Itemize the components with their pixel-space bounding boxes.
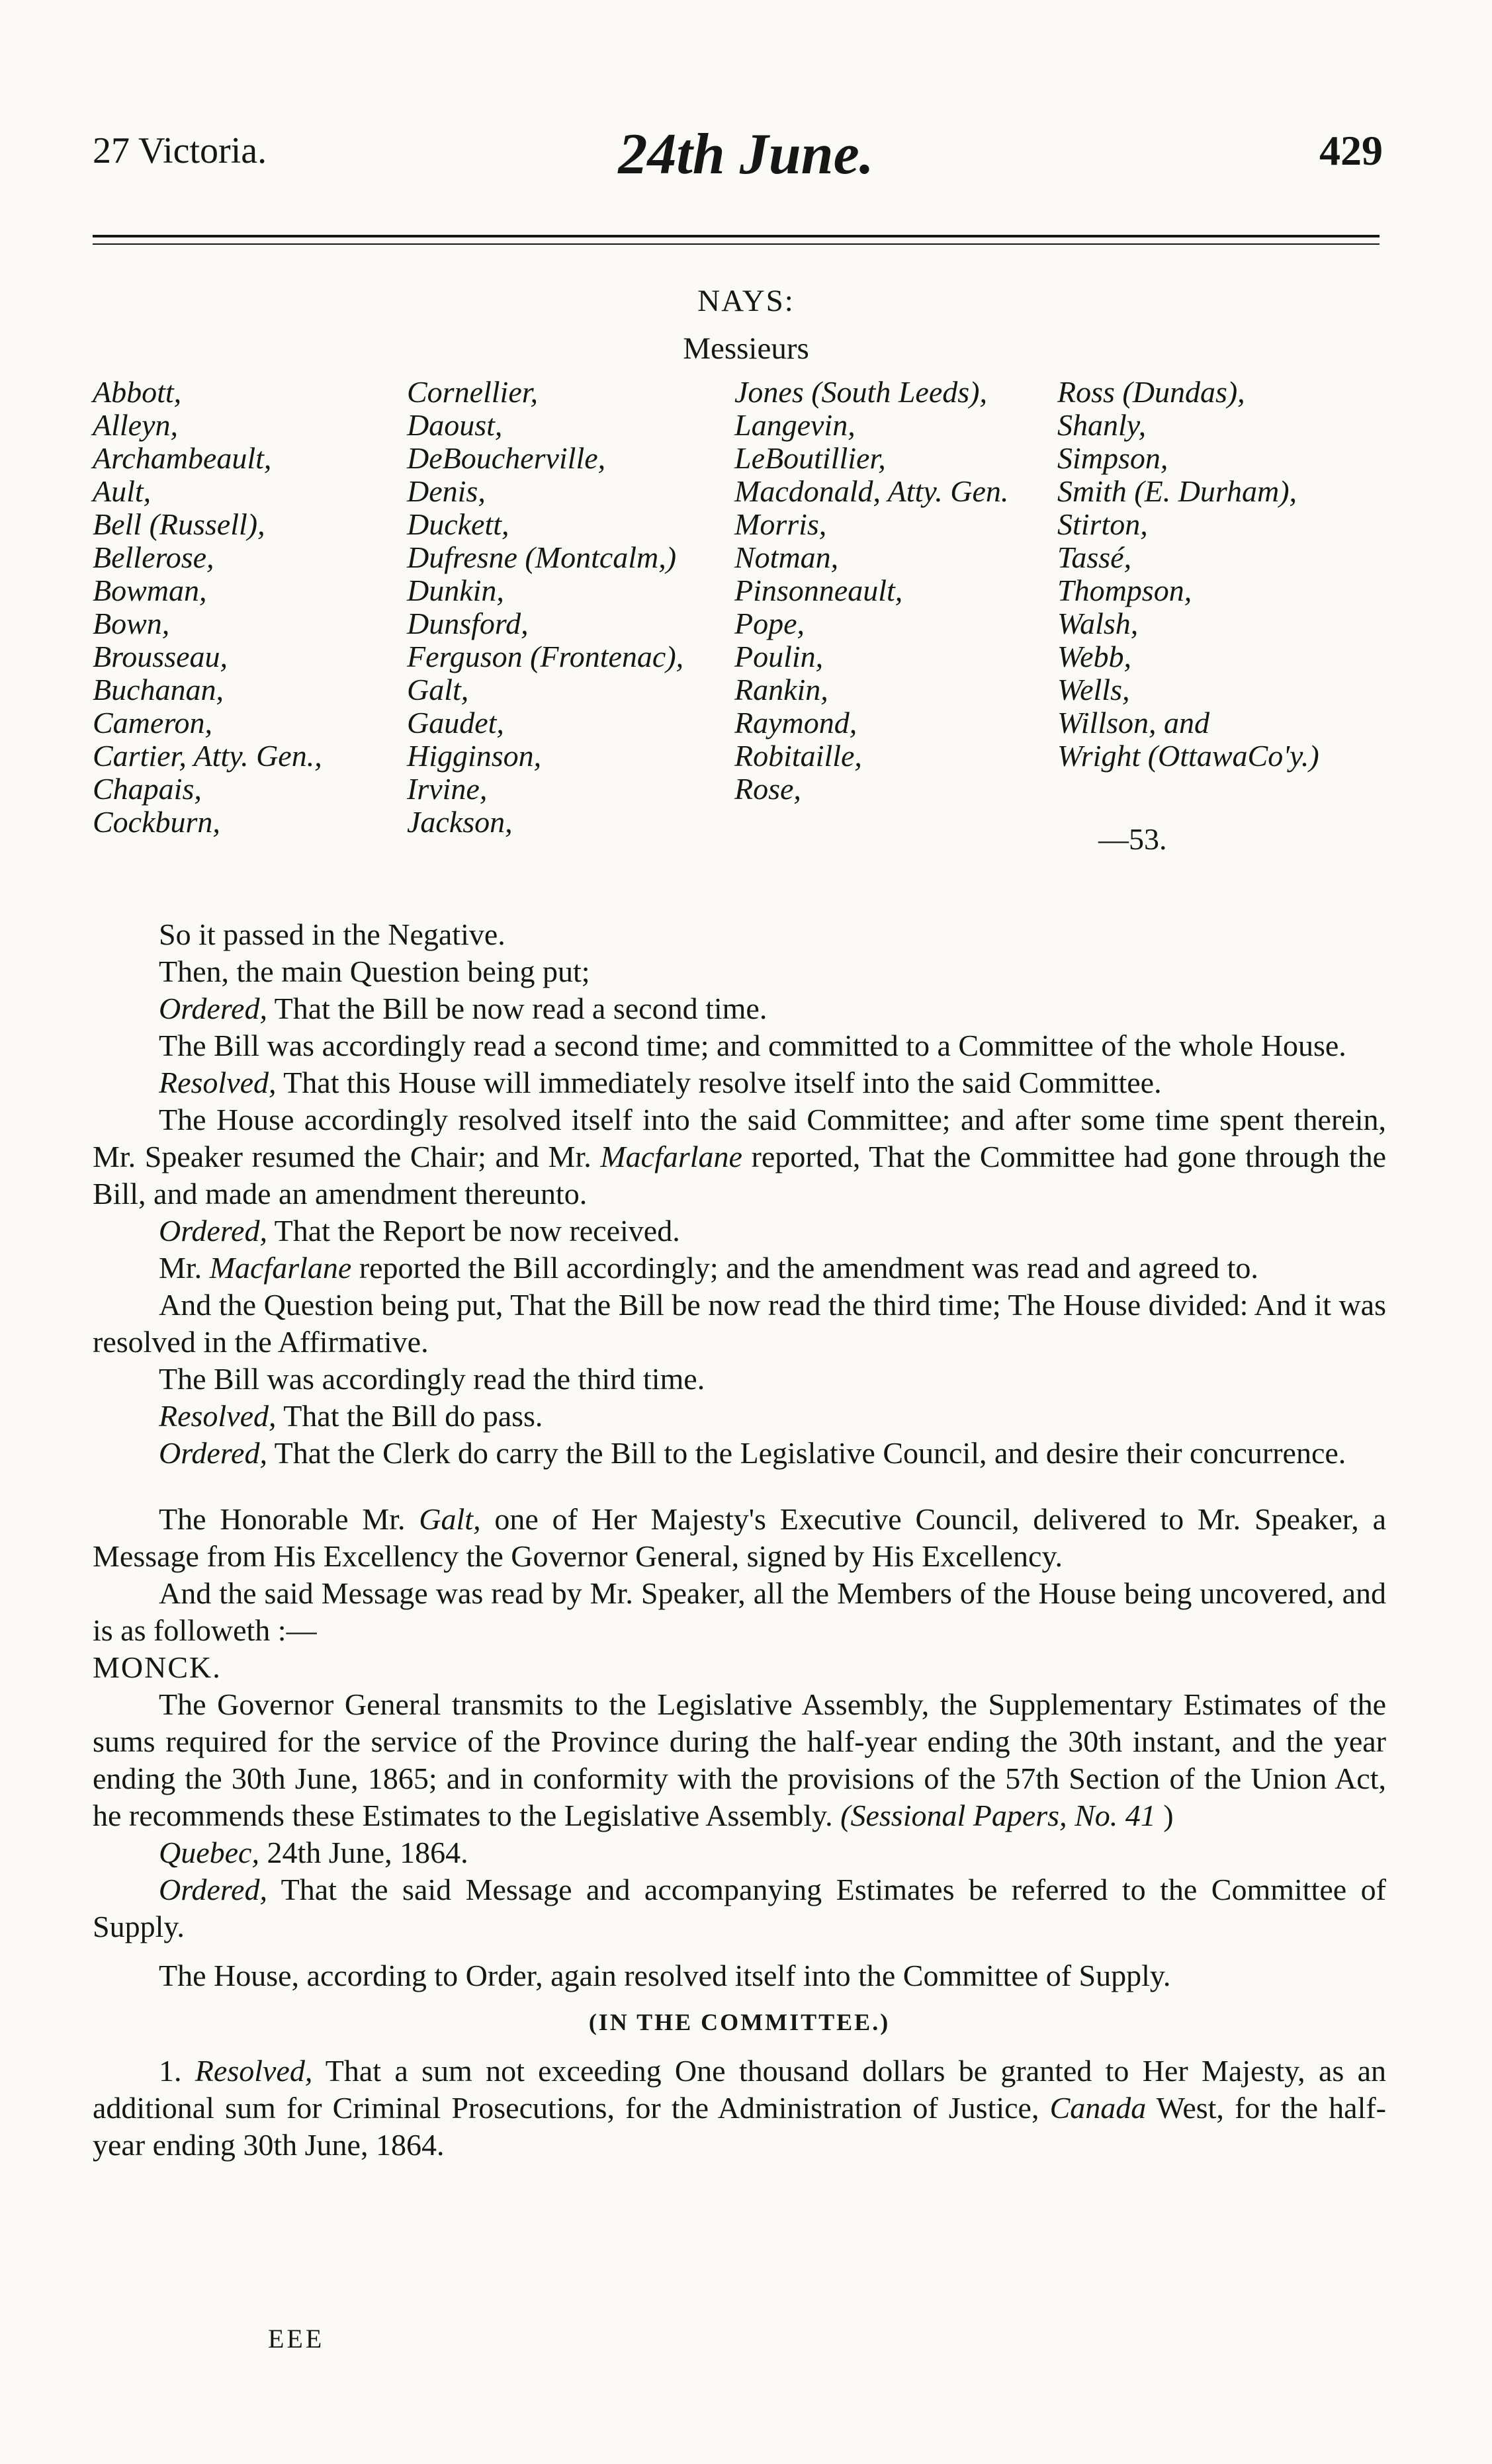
messieurs-heading: Messieurs: [683, 331, 809, 366]
paragraph: Ordered, That the Report be now received.: [159, 1214, 680, 1248]
paragraph: The House accordingly resolved itself into the said Committee; and after some time spent therein, Mr. Speaker resumed the Chair; and Mr. Macfarlane reported, That the Committee had gone through the Bill, and made an amendment thereunto.: [93, 1103, 1386, 1211]
nays-column-4: [1057, 376, 1319, 773]
paragraph: The Governor General transmits to the Legislative Assembly, the Supplementary Estimates of the sums required for the service of the Province during the half-year ending the 30th instant, and the year ending the 30th June, 1865; and in conformity with the provisions of the 57th Section of the Union Act, he recommends these Estimates to the Legislative Assembly. (Sessional Papers, No. 41 ): [93, 1687, 1386, 1832]
member-name: Cornellier,: [407, 375, 539, 409]
member-name: Macdonald, Atty. Gen.: [734, 474, 1009, 508]
member-name: Tassé,: [1057, 540, 1132, 574]
page-date: 24th June.: [618, 122, 874, 187]
member-name: Pope,: [734, 607, 805, 640]
header-rule-thin: [93, 243, 1380, 245]
member-name: Alleyn,: [93, 408, 178, 442]
committee-heading: (IN THE COMMITTEE.): [588, 2009, 891, 2035]
nays-heading: NAYS:: [697, 284, 795, 318]
member-name: Langevin,: [734, 408, 856, 442]
member-name: Bell (Russell),: [93, 507, 265, 541]
motion-label: Ordered,: [159, 1214, 267, 1248]
member-name: Shanly,: [1057, 408, 1147, 442]
member-name: Pinsonneault,: [734, 574, 903, 607]
member-name: Galt,: [407, 673, 469, 706]
page-number: 429: [1319, 127, 1383, 174]
member-name: Wright (OttawaCo'y.): [1057, 739, 1319, 773]
member-name: Higginson,: [407, 739, 542, 773]
paragraph: Ordered, That the said Message and accompanying Estimates be referred to the Committee of Supply.: [93, 1873, 1386, 1943]
proceedings-text: [93, 916, 1386, 2164]
member-name: Buchanan,: [93, 673, 224, 706]
place-name: Quebec,: [159, 1836, 259, 1869]
member-name: Gaudet,: [407, 706, 504, 740]
sessional-papers-reference: (Sessional Papers, No. 41: [840, 1799, 1156, 1832]
nays-total: —53.: [1098, 822, 1167, 856]
member-name: Raymond,: [734, 706, 857, 740]
member-name: Irvine,: [407, 772, 488, 806]
paragraph: Quebec, 24th June, 1864.: [159, 1836, 468, 1869]
member-name: Notman,: [734, 540, 839, 574]
member-name: Denis,: [407, 474, 486, 508]
paragraph: Ordered, That the Bill be now read a second time.: [159, 992, 768, 1025]
paragraph: Then, the main Question being put;: [159, 955, 590, 988]
paragraph: And the Question being put, That the Bill be now read the third time; The House divided: And it was resolved in the Affirmative.: [93, 1288, 1386, 1359]
motion-label: Resolved,: [195, 2054, 313, 2088]
paragraph: The Bill was accordingly read a second time; and committed to a Committee of the whole House.: [159, 1029, 1346, 1062]
member-name: Rankin,: [734, 673, 828, 706]
message-signature: MONCK.: [93, 1650, 222, 1684]
member-name: Wells,: [1057, 673, 1130, 706]
regnal-year: 27 Victoria.: [93, 130, 267, 171]
paragraph: Resolved, That the Bill do pass.: [159, 1399, 543, 1433]
paragraph: 1. Resolved, That a sum not exceeding One thousand dollars be granted to Her Majesty, as an additional sum for Criminal Prosecutions, for the Administration of Justice, Canada West, for the half-year ending 30th June, 1864.: [93, 2054, 1387, 2162]
member-name: Rose,: [734, 772, 801, 806]
printer-signature-mark: EEE: [268, 2324, 325, 2354]
motion-label: Ordered,: [159, 992, 267, 1025]
member-name: Poulin,: [734, 640, 824, 673]
member-name: Macfarlane: [600, 1140, 742, 1173]
member-name: Webb,: [1057, 640, 1132, 673]
nays-column-1: [93, 376, 322, 839]
member-name: Ault,: [93, 474, 152, 508]
member-name: Jones (South Leeds),: [734, 375, 987, 409]
place-name: Canada: [1049, 2091, 1147, 2125]
motion-label: Ordered,: [159, 1436, 267, 1470]
member-name: LeBoutillier,: [734, 441, 886, 475]
member-name: Dufresne (Montcalm,): [407, 540, 677, 574]
paragraph: And the said Message was read by Mr. Speaker, all the Members of the House being uncovered, and is as followeth :—: [93, 1576, 1386, 1647]
motion-label: Resolved,: [159, 1066, 277, 1099]
motion-label: Resolved,: [159, 1399, 277, 1433]
member-name: Cameron,: [93, 706, 213, 740]
member-name: Galt,: [419, 1502, 481, 1536]
member-name: Dunkin,: [407, 574, 504, 607]
member-name: Smith (E. Durham),: [1057, 474, 1297, 508]
paragraph: Mr. Macfarlane reported the Bill accordingly; and the amendment was read and agreed to.: [159, 1251, 1258, 1285]
header-rule-thick: [93, 235, 1380, 237]
member-name: Bown,: [93, 607, 170, 640]
member-name: Daoust,: [407, 408, 503, 442]
member-name: Abbott,: [93, 375, 182, 409]
member-name: Dunsford,: [407, 607, 529, 640]
member-name: Ferguson (Frontenac),: [407, 640, 684, 673]
member-name: Duckett,: [407, 507, 509, 541]
member-name: Ross (Dundas),: [1057, 375, 1245, 409]
member-name: Cartier, Atty. Gen.,: [93, 739, 322, 773]
motion-label: Ordered,: [159, 1873, 267, 1906]
member-name: Simpson,: [1057, 441, 1168, 475]
member-name: Bowman,: [93, 574, 207, 607]
nays-column-3: [734, 376, 1008, 806]
member-name: Archambeault,: [93, 441, 272, 475]
paragraph: The Bill was accordingly read the third time.: [159, 1362, 705, 1396]
paragraph: So it passed in the Negative.: [159, 917, 505, 951]
member-name: Chapais,: [93, 772, 202, 806]
member-name: Bellerose,: [93, 540, 214, 574]
member-name: Cockburn,: [93, 805, 220, 839]
member-name: Thompson,: [1057, 574, 1192, 607]
nays-column-2: [407, 376, 683, 839]
paragraph: Resolved, That this House will immediately resolve itself into the said Committee.: [159, 1066, 1162, 1099]
member-name: Stirton,: [1057, 507, 1148, 541]
member-name: Macfarlane: [209, 1251, 352, 1285]
member-name: Jackson,: [407, 805, 513, 839]
member-name: Robitaille,: [734, 739, 862, 773]
member-name: Willson, and: [1057, 706, 1210, 740]
paragraph: Ordered, That the Clerk do carry the Bill to the Legislative Council, and desire their concurrence.: [159, 1436, 1346, 1470]
member-name: Morris,: [734, 507, 827, 541]
member-name: Brousseau,: [93, 640, 228, 673]
member-name: DeBoucherville,: [407, 441, 606, 475]
paragraph: The Honorable Mr. Galt, one of Her Majesty's Executive Council, delivered to Mr. Speaker, a Message from His Excellency the Governor General, signed by His Excellency.: [93, 1502, 1386, 1573]
paragraph: The House, according to Order, again resolved itself into the Committee of Supply.: [159, 1959, 1171, 1992]
member-name: Walsh,: [1057, 607, 1139, 640]
